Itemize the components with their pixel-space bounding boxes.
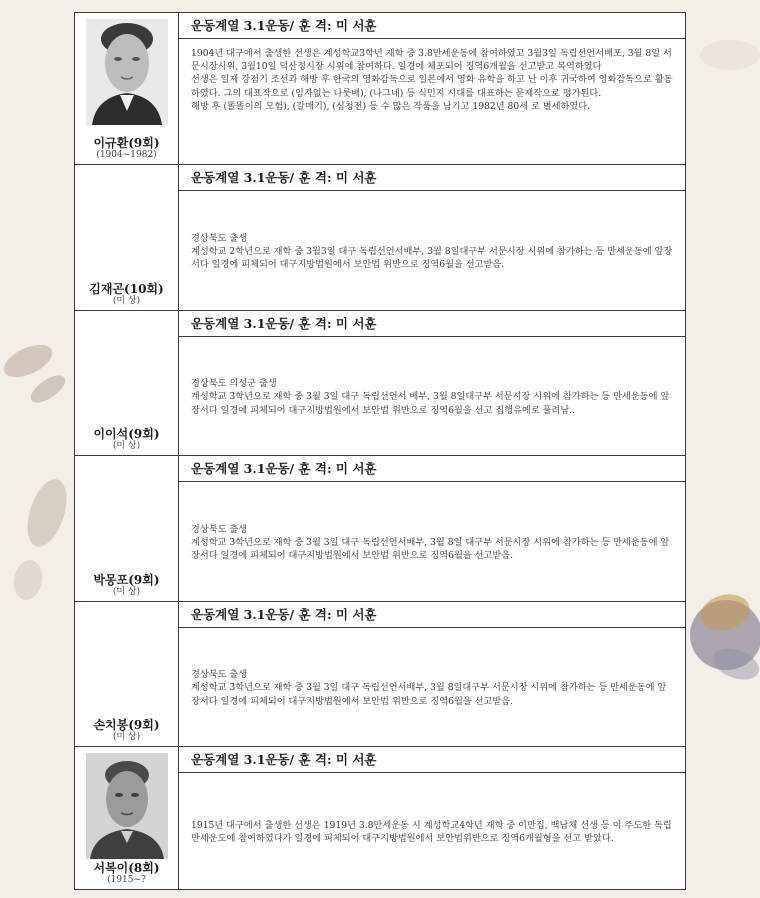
- biography-paragraph: 경상북도 의성군 출생: [191, 378, 277, 390]
- biography-paragraph: 해방 후 (똘똘이의 모험), (갈매기), (심청전) 등 수 많은 작품을 남기고 1982년 80세 로 별세하였다.: [191, 100, 591, 112]
- activist-row: [75, 747, 685, 889]
- activist-info-cell: [179, 311, 685, 455]
- activist-name: 서복이(8회): [93, 861, 160, 875]
- activist-name: 손치봉(9회): [93, 718, 160, 732]
- biography-text: [179, 773, 685, 889]
- activist-years: (미 상): [112, 732, 141, 742]
- decorative-brush-stroke: [690, 600, 760, 670]
- biography-paragraph: 경상북도 출생: [191, 669, 248, 681]
- activist-years: (1915~?: [107, 875, 146, 885]
- biography-paragraph: 1904년 대구에서 출생한 선생은 계성학교3학년 재학 중 3.8만세운동에 참여하였고 3월3일 독립선언서배포, 3월 8일 서문시장시위, 3월10일 덕산정시장 시위에 참여하다. 일경에 체포되어 징역6개월을 선고받고 복역하였다: [191, 48, 672, 73]
- activist-years: (미 상): [112, 587, 141, 597]
- biography-paragraph: 1915년 대구에서 출생한 선생은 1919년 3.8만세운동 시 계성학교4학년 재학 중 이만집, 백남채 선생 등 이 주도한 독립 만세운도에 참여하였다가 일경에 피체되어 대구지방법원에서 보안법위반으로 징역6개월형을 선고 받았다.: [191, 819, 672, 844]
- activist-row: [75, 311, 685, 456]
- activist-name: 이규환(9회): [93, 136, 160, 150]
- activist-profile-cell: [75, 747, 179, 889]
- activist-info-cell: [179, 13, 685, 164]
- activist-row: [75, 13, 685, 165]
- biography-paragraph: 경상북도 출생: [191, 232, 248, 244]
- decorative-brush-stroke: [709, 643, 760, 686]
- activist-row: [75, 165, 685, 311]
- biography-text: [179, 628, 685, 746]
- activist-profile-cell: [75, 13, 179, 164]
- portrait-photo: [86, 19, 168, 125]
- decorative-brush-stroke: [0, 338, 57, 384]
- biography-paragraph: 계성학교 3학년으로 재학 중 3월 3일 대구 독립선언서배부, 3월 8일대구부 서문시장 시위에 참가하는 등 만세운동에 앞장서다 일경에 피체되어 대구지방법원에서 보안법 위반으로 징역6월을 선고받음.: [191, 682, 667, 707]
- biography-paragraph: 계성학교 2학년으로 재학 중 3월3일 대구 독립선언서배부, 3월 8일대구부 서문시장 시위에 참가하는 등 만세운동에 앞장서다 일경에 피체되어 대구지방법원에서 보안법 위반으로 징역6월을 선고받음.: [191, 245, 673, 271]
- movement-heading: 운동계열 3.1운동/ 훈 격: 미 서훈: [179, 311, 685, 337]
- decorative-brush-stroke: [11, 558, 46, 602]
- movement-heading: 운동계열 3.1운동/ 훈 격: 미 서훈: [179, 747, 685, 773]
- activist-profile-cell: [75, 602, 179, 746]
- decorative-brush-stroke: [20, 474, 74, 551]
- biography-text: [179, 39, 685, 164]
- activist-years: (미 상): [112, 296, 141, 306]
- activist-name: 이이석(9회): [93, 427, 160, 441]
- activist-profile-cell: [75, 311, 179, 455]
- biography-text: [179, 337, 685, 455]
- activist-row: [75, 602, 685, 747]
- portrait-photo: [86, 753, 168, 859]
- activist-profile-cell: [75, 165, 179, 310]
- activist-name: 박몽포(9회): [93, 573, 160, 587]
- activist-profile-cell: [75, 456, 179, 601]
- activist-years: (미 상): [112, 441, 141, 451]
- biography-text: [179, 482, 685, 601]
- movement-heading: 운동계열 3.1운동/ 훈 격: 미 서훈: [179, 602, 685, 628]
- movement-heading: 운동계열 3.1운동/ 훈 격: 미 서훈: [179, 456, 685, 482]
- decorative-brush-stroke: [700, 40, 760, 70]
- biography-paragraph: 경상북도 출생: [191, 523, 248, 535]
- decorative-brush-stroke: [696, 589, 753, 636]
- independence-activists-table: [74, 12, 686, 890]
- movement-heading: 운동계열 3.1운동/ 훈 격: 미 서훈: [179, 165, 685, 191]
- biography-paragraph: 계성학교 3학년으로 재학 중 3월 3일 대구 독립선언서배부, 3월 8일 대구부 서문시장 시위에 참가하는 등 만세운동에 앞장서다 일경에 피체되어 대구지방법원에서 보안법 위반으로 징역6월을 선고받음.: [191, 536, 670, 562]
- activist-info-cell: [179, 747, 685, 889]
- activist-years: (1904~1982): [96, 150, 157, 160]
- activist-info-cell: [179, 602, 685, 746]
- activist-info-cell: [179, 456, 685, 601]
- movement-heading: 운동계열 3.1운동/ 훈 격: 미 서훈: [179, 13, 685, 39]
- activist-row: [75, 456, 685, 602]
- biography-text: [179, 191, 685, 310]
- decorative-brush-stroke: [26, 370, 69, 408]
- activist-name: 김재곤(10회): [89, 282, 164, 296]
- biography-paragraph: 계성학교 3학년으로 재학 중 3월 3일 대구 독립선언서 배부, 3월 8일대구부 서문시장 시위에 참가하는 등 만세운동에 앞장서다 일경에 피체되어 대구지방법원에서 보안법 위반으로 징역6월을 선고 집행유예로 풀려남..: [191, 391, 670, 416]
- biography-paragraph: 선생은 일제 강점기 조선과 해방 후 한국의 영화감독으로 일본에서 영화 유학을 하고 난 이후 귀국하여 영화감독으로 활동하였다. 그의 대표작으로 (임자없는 나룻배), (나그네) 등 식민지 시대를 대표하는 문제작으로 평가된다.: [191, 74, 673, 99]
- activist-info-cell: [179, 165, 685, 310]
